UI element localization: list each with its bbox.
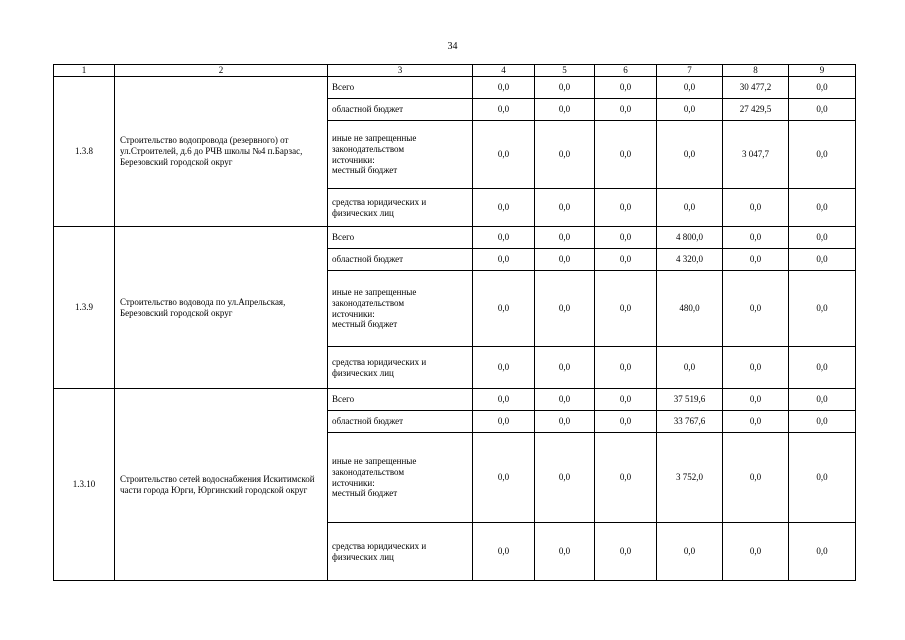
amount-cell: 0,0 — [595, 389, 657, 411]
column-number: 6 — [595, 65, 657, 77]
amount-cell: 0,0 — [535, 523, 595, 581]
amount-cell: 0,0 — [473, 523, 535, 581]
amount-cell: 0,0 — [723, 189, 789, 227]
amount-cell: 0,0 — [723, 249, 789, 271]
amount-cell: 0,0 — [595, 433, 657, 523]
funding-source: областной бюджет — [328, 99, 473, 121]
amount-cell: 0,0 — [657, 121, 723, 189]
amount-cell: 0,0 — [789, 227, 856, 249]
item-name: Строительство водопровода (резервного) от ул.Строителей, д.6 до РЧВ школы №4 п.Барзас, Березовский городской округ — [115, 77, 328, 227]
amount-cell: 0,0 — [473, 347, 535, 389]
item-name: Строительство сетей водоснабжения Искитимской части города Юрги, Юргинский городской округ — [115, 389, 328, 581]
amount-cell: 0,0 — [473, 227, 535, 249]
funding-source: иные не запрещенные законодательством источники: местный бюджет — [328, 121, 473, 189]
item-name: Строительство водовода по ул.Апрельская, Березовский городской округ — [115, 227, 328, 389]
amount-cell: 0,0 — [723, 271, 789, 347]
amount-cell: 0,0 — [723, 523, 789, 581]
funding-source: областной бюджет — [328, 411, 473, 433]
amount-cell: 0,0 — [789, 411, 856, 433]
column-number: 1 — [54, 65, 115, 77]
amount-cell: 0,0 — [535, 99, 595, 121]
column-number: 3 — [328, 65, 473, 77]
column-number: 5 — [535, 65, 595, 77]
amount-cell: 3 047,7 — [723, 121, 789, 189]
item-number: 1.3.9 — [54, 227, 115, 389]
amount-cell: 0,0 — [723, 433, 789, 523]
amount-cell: 0,0 — [789, 77, 856, 99]
amount-cell: 0,0 — [789, 99, 856, 121]
amount-cell: 4 800,0 — [657, 227, 723, 249]
amount-cell: 0,0 — [657, 347, 723, 389]
amount-cell: 30 477,2 — [723, 77, 789, 99]
amount-cell: 0,0 — [789, 121, 856, 189]
amount-cell: 0,0 — [595, 411, 657, 433]
amount-cell: 0,0 — [473, 77, 535, 99]
table-row — [54, 77, 856, 99]
amount-cell: 0,0 — [723, 347, 789, 389]
amount-cell: 0,0 — [789, 271, 856, 347]
funding-source: иные не запрещенные законодательством источники: местный бюджет — [328, 271, 473, 347]
amount-cell: 0,0 — [535, 121, 595, 189]
amount-cell: 0,0 — [789, 347, 856, 389]
amount-cell: 0,0 — [535, 77, 595, 99]
amount-cell: 0,0 — [473, 249, 535, 271]
amount-cell: 0,0 — [473, 411, 535, 433]
budget-table — [53, 64, 856, 581]
funding-source: областной бюджет — [328, 249, 473, 271]
amount-cell: 0,0 — [473, 99, 535, 121]
amount-cell: 0,0 — [535, 189, 595, 227]
funding-source: иные не запрещенные законодательством источники: местный бюджет — [328, 433, 473, 523]
amount-cell: 0,0 — [535, 433, 595, 523]
amount-cell: 0,0 — [595, 227, 657, 249]
column-number: 4 — [473, 65, 535, 77]
funding-source: Всего — [328, 389, 473, 411]
amount-cell: 3 752,0 — [657, 433, 723, 523]
amount-cell: 0,0 — [595, 121, 657, 189]
amount-cell: 27 429,5 — [723, 99, 789, 121]
amount-cell: 0,0 — [595, 347, 657, 389]
item-number: 1.3.8 — [54, 77, 115, 227]
table-row — [54, 227, 856, 249]
column-number: 8 — [723, 65, 789, 77]
page-number: 34 — [447, 41, 458, 52]
amount-cell: 33 767,6 — [657, 411, 723, 433]
funding-source: Всего — [328, 227, 473, 249]
funding-source: средства юридических и физических лиц — [328, 189, 473, 227]
column-number: 2 — [115, 65, 328, 77]
amount-cell: 0,0 — [657, 77, 723, 99]
amount-cell: 0,0 — [535, 411, 595, 433]
amount-cell: 4 320,0 — [657, 249, 723, 271]
amount-cell: 0,0 — [595, 523, 657, 581]
amount-cell: 0,0 — [473, 271, 535, 347]
amount-cell: 0,0 — [595, 77, 657, 99]
amount-cell: 0,0 — [535, 347, 595, 389]
column-number: 9 — [789, 65, 856, 77]
funding-source: Всего — [328, 77, 473, 99]
amount-cell: 480,0 — [657, 271, 723, 347]
amount-cell: 0,0 — [535, 389, 595, 411]
funding-source: средства юридических и физических лиц — [328, 347, 473, 389]
amount-cell: 0,0 — [473, 121, 535, 189]
amount-cell: 0,0 — [473, 389, 535, 411]
amount-cell: 0,0 — [473, 433, 535, 523]
amount-cell: 0,0 — [657, 523, 723, 581]
amount-cell: 0,0 — [789, 249, 856, 271]
amount-cell: 0,0 — [789, 433, 856, 523]
amount-cell: 0,0 — [535, 227, 595, 249]
column-number: 7 — [657, 65, 723, 77]
amount-cell: 37 519,6 — [657, 389, 723, 411]
amount-cell: 0,0 — [789, 523, 856, 581]
amount-cell: 0,0 — [789, 389, 856, 411]
amount-cell: 0,0 — [723, 227, 789, 249]
amount-cell: 0,0 — [535, 249, 595, 271]
amount-cell: 0,0 — [723, 411, 789, 433]
amount-cell: 0,0 — [595, 189, 657, 227]
amount-cell: 0,0 — [473, 189, 535, 227]
amount-cell: 0,0 — [789, 189, 856, 227]
column-number-row — [54, 65, 856, 77]
table-row — [54, 389, 856, 411]
funding-source: средства юридических и физических лиц — [328, 523, 473, 581]
amount-cell: 0,0 — [595, 271, 657, 347]
amount-cell: 0,0 — [595, 249, 657, 271]
amount-cell: 0,0 — [657, 189, 723, 227]
amount-cell: 0,0 — [657, 99, 723, 121]
item-number: 1.3.10 — [54, 389, 115, 581]
amount-cell: 0,0 — [595, 99, 657, 121]
amount-cell: 0,0 — [723, 389, 789, 411]
amount-cell: 0,0 — [535, 271, 595, 347]
